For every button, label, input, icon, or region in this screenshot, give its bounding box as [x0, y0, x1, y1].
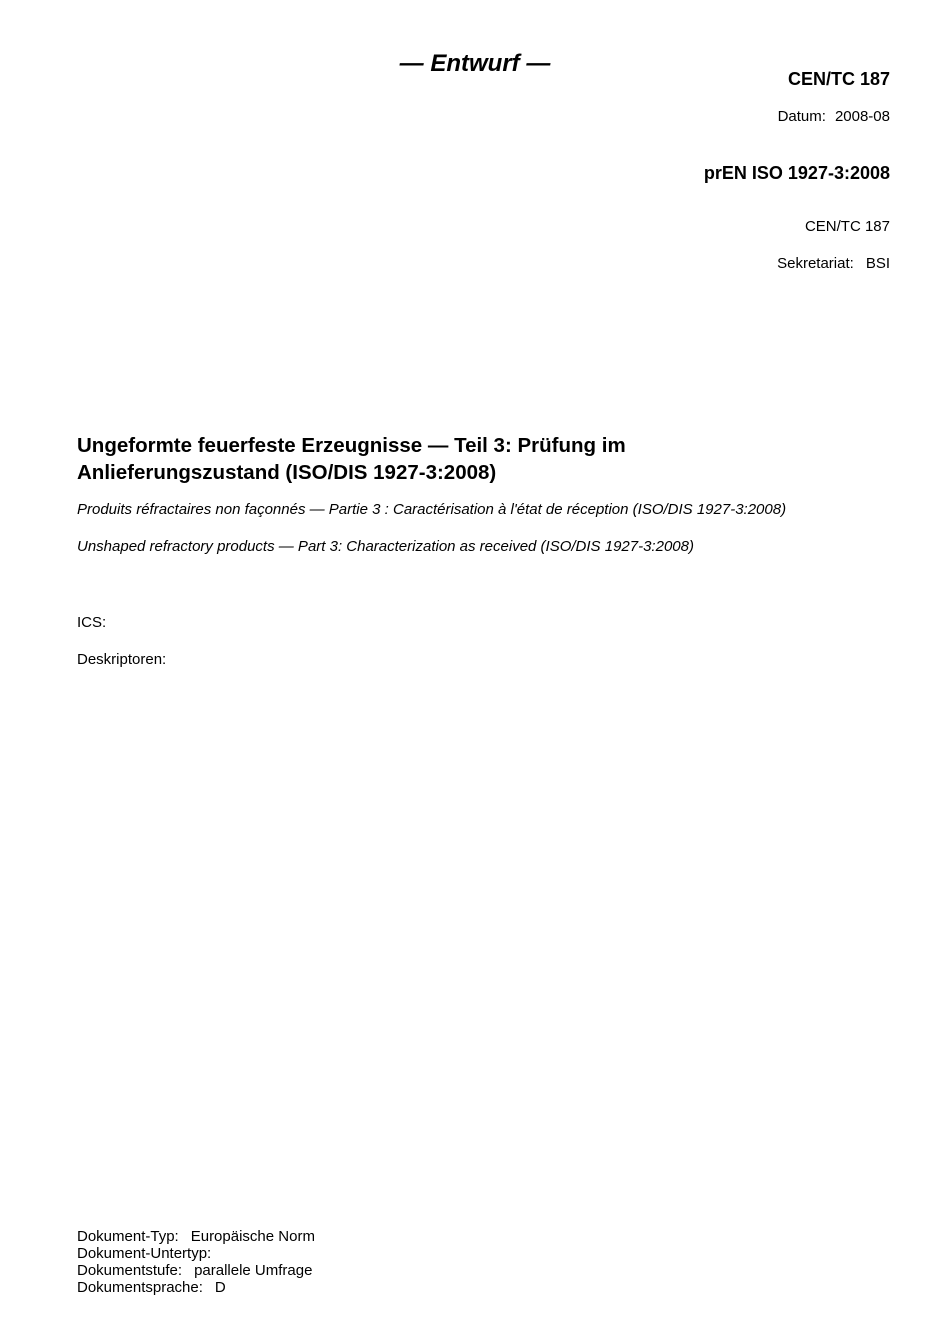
descriptors-label: Deskriptoren: — [77, 651, 167, 668]
secretariat-value: BSI — [865, 255, 890, 272]
document-metadata — [77, 1228, 315, 1296]
title-line-1: Ungeformte feuerfeste Erzeugnisse — Teil 3: Prüfung im — [77, 434, 626, 457]
title-line-2: Anlieferungszustand (ISO/DIS 1927-3:2008) — [77, 461, 497, 484]
date-label: Datum: — [777, 108, 826, 125]
committee-heading: CEN/TC 187 — [787, 69, 890, 89]
secretariat-label: Sekretariat: — [777, 255, 854, 272]
doc-type-row — [77, 1228, 315, 1245]
doc-stage-row — [77, 1262, 315, 1279]
doc-subtype-label: Dokument-Untertyp: — [77, 1245, 212, 1262]
document-title-english: Unshaped refractory products — Part 3: Characterization as received (ISO/DIS 1927-3:2008) — [77, 538, 694, 555]
document-title-french: Produits réfractaires non façonnés — Partie 3 : Caractérisation à l'état de réception (ISO/DIS 1927-3:2008) — [77, 501, 787, 518]
secretariat-line — [777, 255, 890, 273]
document-number: prEN ISO 1927-3:2008 — [703, 163, 890, 183]
date-line — [778, 108, 890, 126]
doc-stage-label: Dokumentstufe: — [77, 1262, 183, 1279]
doc-language-label: Dokumentsprache: — [77, 1279, 203, 1296]
ics-label: ICS: — [77, 614, 107, 631]
committee-reference: CEN/TC 187 — [804, 218, 890, 235]
doc-language-value: D — [214, 1279, 226, 1296]
doc-type-value: Europäische Norm — [190, 1228, 315, 1245]
date-value: 2008-08 — [834, 108, 890, 125]
doc-type-label: Dokument-Typ: — [77, 1228, 179, 1245]
doc-subtype-row — [77, 1245, 315, 1262]
draft-mark: — Entwurf — — [399, 50, 551, 77]
doc-language-row — [77, 1279, 315, 1296]
doc-stage-value: parallele Umfrage — [194, 1262, 313, 1279]
document-title-german — [77, 432, 777, 486]
